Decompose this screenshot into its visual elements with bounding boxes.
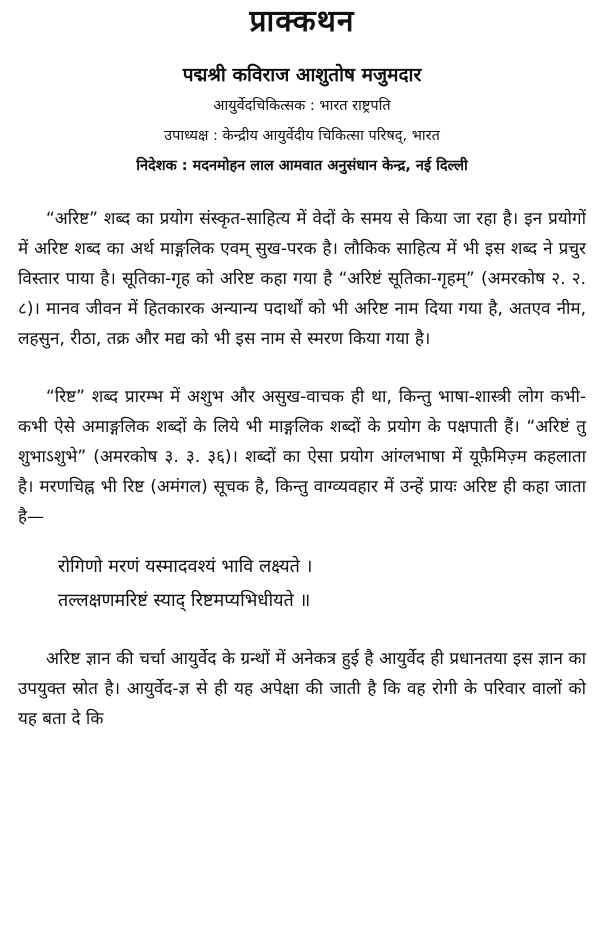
verse-line-1: रोगिणो मरणं यस्मादवश्यं भावि लक्ष्यते । xyxy=(58,556,313,577)
author-credential-1: आयुर्वेदचिकित्सक : भारत राष्ट्रपति xyxy=(213,98,391,114)
author-name: पद्मश्री कविराज आशुतोष मजुमदार xyxy=(182,64,422,86)
paragraph-2: “रिष्ट” शब्द प्रारम्भ में अशुभ और असुख-वाचक ही था, किन्तु भाषा-शास्त्री लोग कभी-कभी ऐसे अमाङ्गलिक शब्दों के लिये भी माङ्गलिक शब्दों के प्रयोग के पक्षपाती हैं। “अरिष्टं तु शुभाऽशुभे” (अमरकोष ३. ३. ३६)। शब्दों का ऐसा प्रयोग आंग्लभाषा में यूफ़ैमिज़्म कहलाता है। मरणचिह्न भी रिष्ट (अमंगल) सूचक है, किन्तु वाग्व्यवहार में उन्हें प्रायः अरिष्ट ही कहा जाता है— xyxy=(18,387,586,527)
paragraph-3: अरिष्ट ज्ञान की चर्चा आयुर्वेद के ग्रन्थों में अनेकत्र हुई है आयुर्वेद ही प्रधानतया इस ज्ञान का उपयुक्त स्रोत है। आयुर्वेद-ज्ञ से ही यह अपेक्षा की जाती है कि वह रोगी के परिवार वालों को यह बता दे कि xyxy=(18,649,586,729)
sanskrit-verse xyxy=(18,550,586,618)
verse-line-2: तल्लक्षणमरिष्टं स्याद् रिष्टमप्यभिधीयते ॥ xyxy=(58,590,311,611)
author-credential-3: निदेशक : मदनमोहन लाल आमवात अनुसंधान केन्द्र, नई दिल्ली xyxy=(136,158,468,174)
page-title: प्राक्कथन xyxy=(249,4,355,39)
author-credential-2: उपाध्यक्ष : केन्द्रीय आयुर्वेदीय चिकित्सा परिषद्, भारत xyxy=(164,128,440,144)
paragraph-1: “अरिष्ट” शब्द का प्रयोग संस्कृत-साहित्य में वेदों के समय से किया जा रहा है। इन प्रयोगों में अरिष्ट शब्द का अर्थ माङ्गलिक एवम् सुख-परक है। लौकिक साहित्य में भी इस शब्द ने प्रचुर विस्तार पाया है। सूतिका-गृह को अरिष्ट कहा गया है “अरिष्टं सूतिका-गृहम्” (अमरकोष २. २. ८)। मानव जीवन में हितकारक अन्यान्य पदार्थों को भी अरिष्ट नाम दिया गया है, अतएव नीम, लहसुन, रीठा, तक्र और मद्य को भी इस नाम से स्मरण किया गया है। xyxy=(18,209,586,349)
